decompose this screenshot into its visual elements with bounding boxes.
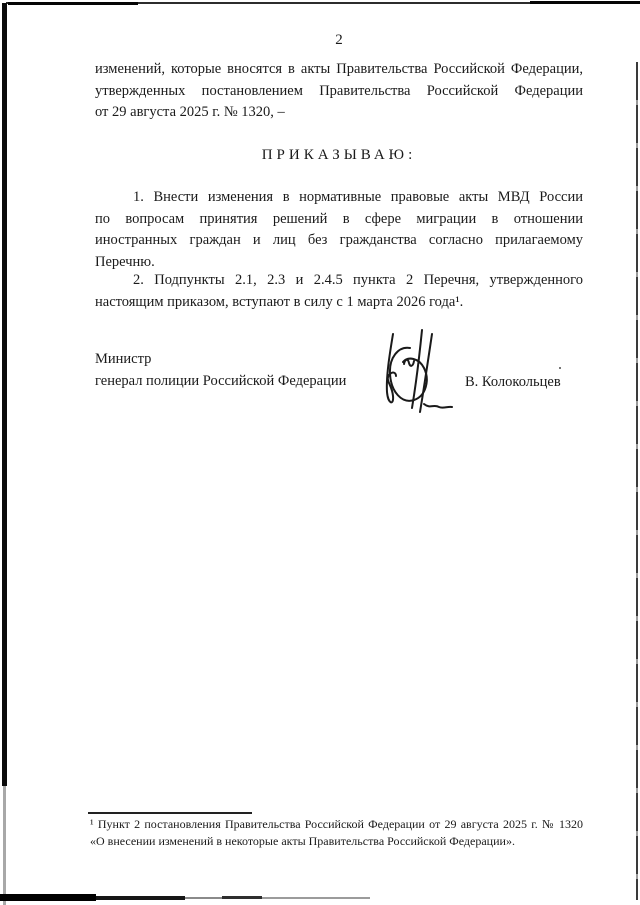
footnote	[90, 816, 583, 849]
page-number: 2	[335, 32, 343, 48]
paragraph-line: 2. Подпункты 2.1, 2.3 и 2.4.5 пункта 2 Перечня, утвержденного	[133, 272, 583, 288]
footnote-line: ¹ Пункт 2 постановления Правительства Российской Федерации от 29 августа 2025 г. № 1320	[90, 817, 583, 831]
footnote-rule	[88, 812, 252, 814]
scan-edge-right	[636, 62, 638, 900]
paragraph-line: Перечню.	[95, 253, 155, 270]
order-item-1	[95, 187, 583, 273]
paragraph-line: по вопросам принятия решений в сфере миграции в отношении	[95, 210, 583, 227]
scan-edge-left-tail	[3, 786, 6, 905]
scan-edge-left	[2, 3, 7, 786]
paragraph-line: иностранных граждан и лиц без гражданства согласно прилагаемому	[95, 232, 583, 248]
scan-edge-bottom-segment	[96, 896, 185, 900]
order-item-2	[95, 270, 583, 313]
order-heading: ПРИКАЗЫВАЮ:	[261, 147, 417, 163]
scan-speck	[559, 367, 561, 369]
paragraph-line: 1. Внести изменения в нормативные правовые акты МВД России	[133, 189, 583, 205]
scan-edge-top-right	[530, 1, 640, 4]
footnote-line: «О внесении изменений в некоторые акты Правительства Российской Федерации».	[90, 833, 515, 848]
paragraph-line: настоящим приказом, вступают в силу с 1 марта 2026 года¹.	[95, 293, 464, 310]
signatory-name: В. Колокольцев	[465, 374, 561, 390]
signatory-position-line: Министр	[95, 351, 152, 367]
paragraph-line: утвержденных постановлением Правительства Российской Федерации	[95, 82, 583, 99]
scan-edge-top-left	[8, 2, 138, 5]
paragraph-line: от 29 августа 2025 г. № 1320, –	[95, 104, 285, 120]
scan-edge-bottom-segment	[222, 896, 262, 899]
scan-edge-bottom-segment	[262, 897, 370, 899]
handwritten-signature-icon	[360, 324, 460, 416]
signatory-position-line: генерал полиции Российской Федерации	[95, 372, 347, 389]
intro-paragraph	[95, 59, 583, 124]
scan-edge-bottom-segment	[185, 897, 222, 899]
scan-edge-bottom-segment	[0, 894, 96, 901]
paragraph-line: изменений, которые вносятся в акты Правительства Российской Федерации,	[95, 61, 583, 77]
